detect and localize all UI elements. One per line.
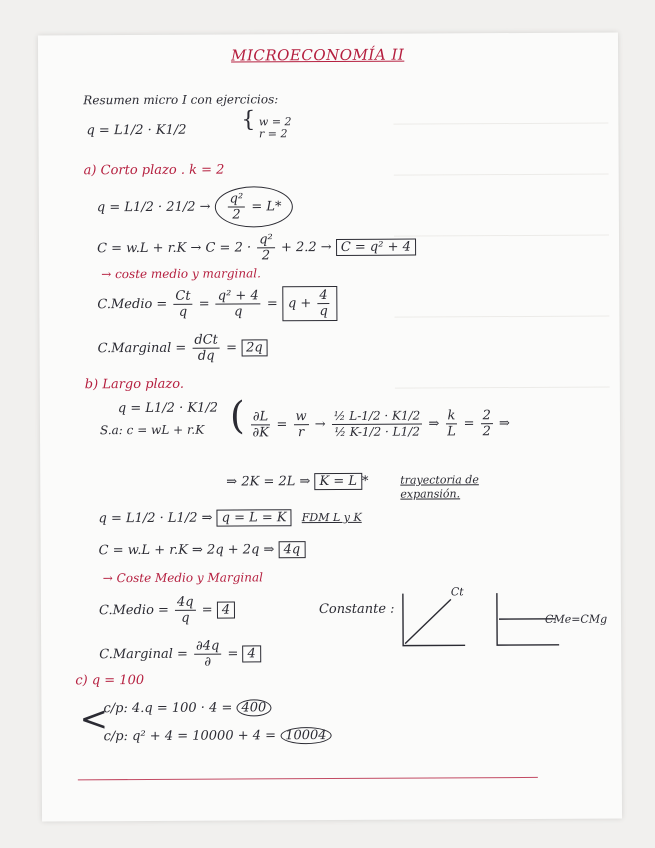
constant-label: Constante : [318,601,395,618]
wage-value: w = 2 [258,115,292,129]
short-run-left: q = L1/2 · 21/2 → [96,199,211,216]
notebook-page [38,32,622,821]
section-c-brace: < [79,699,109,740]
long-run-average-cost-result: 4 [217,601,235,618]
fdm-note: FDM L y K [301,510,362,525]
long-run-cost-line: C = w.L + r.K ⇒ 2q + 2q ⇒ 4q [99,542,306,558]
section-a-subheading: → coste medio y marginal. [101,266,261,282]
section-b-heading: b) Largo plazo. [84,376,185,393]
expansion-path-line: ⇒ 2K = 2L ⇒ K = L * [226,473,369,490]
prices-brace: { w = 2 r = 2 [241,107,292,141]
long-run-total-cost-result: 400 [236,699,271,716]
unit-cost-graph-label: CMe=CMg [544,612,608,626]
long-run-marginal-cost: C.Marginal = $\frac{\partial 4q}{\partial}$ = 4 [99,638,261,670]
intro-text: Resumen micro I con ejercicios: [83,92,279,108]
total-cost-graph-label: Ct [450,585,464,599]
rent-value: r = 2 [258,127,288,141]
long-run-total-cost: c/p: 4.q = 100 · 4 = 400 [103,700,271,716]
short-run-cost-line: C = w.L + r.K → C = 2 · $\frac{\text{q²}}{2}$ + 2.2 → C = q² + 4 [97,232,416,265]
short-run-line [97,186,293,228]
long-run-constraint: S.a: c = wL + r.K [99,422,205,438]
bleed-through-text [393,93,611,614]
long-run-production: q = L1/2 · K1/2 [117,400,219,417]
fdm-line: q = L1/2 · L1/2 ⇒ q = L = K FDM L y K [98,510,362,527]
section-c-heading: c) q = 100 [75,672,145,689]
bottom-rule [78,777,538,780]
fdm-result: q = L = K [217,509,292,526]
section-b-subheading: → Coste Medio y Marginal [102,570,263,586]
short-run-average-cost-result: q + $\frac{4}{q}$ [282,286,338,321]
optimality-condition: ( $\frac{\partial L}{\partial K}$ = $\frac{w}{r}$ → $\frac{\text{½ L-1/2 · K1/2}}{\text{½ K-1/2 · L1/2}}$ ⇒ $\frac{k}{L}$ = $\frac{2}{2}$ ⇒ [229,393,510,441]
page-title: MICROECONOMÍA II [231,45,405,65]
long-run-marginal-cost-result: 4 [242,645,260,662]
short-run-cost-result: C = q² + 4 [336,239,416,256]
long-run-average-cost: C.Medio = $\frac{4q}{q}$ = 4 [99,594,235,626]
short-run-average-cost: C.Medio = $\frac{Ct}{q}$ = $\frac{\text{q² + 4}}{q}$ = q + $\frac{4}{q}$ [97,286,338,322]
production-function: q = L1/2 · K1/2 [86,122,187,139]
expansion-path-result: K = L [314,473,362,490]
expansion-path-note: trayectoria de expansión. [400,473,479,501]
short-run-total-cost: c/p: q² + 4 = 10000 + 4 = 10004 [104,728,332,744]
circled-labour-demand: $\frac{\text{q²}}{2}$ = L* [215,186,293,227]
short-run-total-cost-result: 10004 [280,727,331,744]
short-run-marginal-cost: C.Marginal = $\frac{\text{dCt}}{dq}$ = 2q [98,332,268,364]
short-run-marginal-cost-result: 2q [241,339,268,356]
section-a-heading: a) Corto plazo . k = 2 [83,162,225,179]
long-run-cost-result: 4q [279,541,306,558]
